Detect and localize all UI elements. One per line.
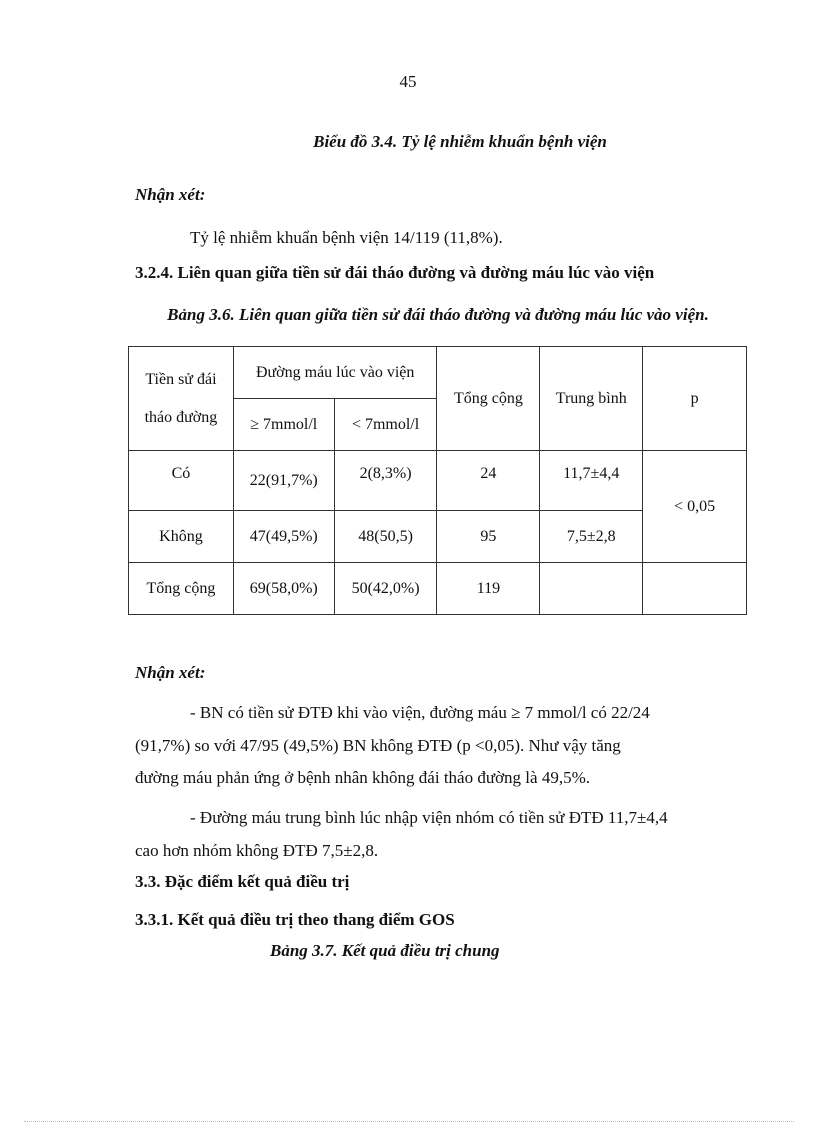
remark-item2-line2: cao hơn nhóm không ĐTĐ 7,5±2,8. xyxy=(135,841,379,860)
header-history-line2: tháo đường xyxy=(144,408,218,426)
header-history xyxy=(129,347,234,451)
cell-empty xyxy=(643,563,747,615)
row-label: Tổng cộng xyxy=(129,563,234,615)
glucose-history-table xyxy=(128,346,747,615)
page-divider xyxy=(24,1121,794,1122)
table-row xyxy=(129,563,747,615)
subsection-heading: 3.3.1. Kết quả điều trị theo thang điểm GOS xyxy=(135,910,455,929)
cell-lt7: 50(42,0%) xyxy=(334,563,437,615)
header-ge7: ≥ 7mmol/l xyxy=(233,399,334,451)
row-label: Không xyxy=(129,511,234,563)
table-caption: Bảng 3.7. Kết quả điều trị chung xyxy=(270,941,500,960)
header-total: Tổng cộng xyxy=(437,347,540,451)
header-mean: Trung bình xyxy=(540,347,643,451)
header-glucose-group: Đường máu lúc vào viện xyxy=(233,347,437,399)
header-history-line1: Tiền sử đái xyxy=(145,370,217,388)
cell-mean: 11,7±4,4 xyxy=(540,451,643,511)
remark-label: Nhận xét: xyxy=(135,663,206,682)
cell-mean xyxy=(540,563,643,615)
remark-item1-line3: đường máu phản ứng ở bệnh nhân không đái tháo đường là 49,5%. xyxy=(135,768,590,787)
remark-item1-line1: - BN có tiền sử ĐTĐ khi vào viện, đường máu ≥ 7 mmol/l có 22/24 xyxy=(190,703,650,722)
cell-ge7: 47(49,5%) xyxy=(233,511,334,563)
cell-total: 95 xyxy=(437,511,540,563)
page-number: 45 xyxy=(399,72,417,91)
cell-total: 119 xyxy=(437,563,540,615)
header-lt7: < 7mmol/l xyxy=(334,399,437,451)
header-p: p xyxy=(643,347,747,451)
section-heading: 3.3. Đặc điểm kết quả điều trị xyxy=(135,872,350,891)
remark-item2-line1: - Đường máu trung bình lúc nhập viện nhóm có tiền sử ĐTĐ 11,7±4,4 xyxy=(190,808,668,827)
row-label: Có xyxy=(129,451,234,511)
section-heading: 3.2.4. Liên quan giữa tiền sử đái tháo đường và đường máu lúc vào viện xyxy=(135,263,655,282)
table-caption: Bảng 3.6. Liên quan giữa tiền sử đái tháo đường và đường máu lúc vào viện. xyxy=(167,305,709,324)
remark-label: Nhận xét: xyxy=(135,185,206,204)
remark-item1-line2: (91,7%) so với 47/95 (49,5%) BN không ĐTĐ (p <0,05). Như vậy tăng xyxy=(135,736,621,755)
cell-ge7: 22(91,7%) xyxy=(233,451,334,511)
remark-text: Tỷ lệ nhiễm khuẩn bệnh viện 14/119 (11,8%). xyxy=(190,228,503,247)
cell-ge7: 69(58,0%) xyxy=(233,563,334,615)
table-row xyxy=(129,451,747,511)
figure-caption: Biểu đồ 3.4. Tỷ lệ nhiễm khuẩn bệnh viện xyxy=(313,132,607,151)
cell-lt7: 48(50,5) xyxy=(334,511,437,563)
cell-total: 24 xyxy=(437,451,540,511)
cell-p-value: < 0,05 xyxy=(643,451,747,563)
cell-mean: 7,5±2,8 xyxy=(540,511,643,563)
cell-lt7: 2(8,3%) xyxy=(334,451,437,511)
